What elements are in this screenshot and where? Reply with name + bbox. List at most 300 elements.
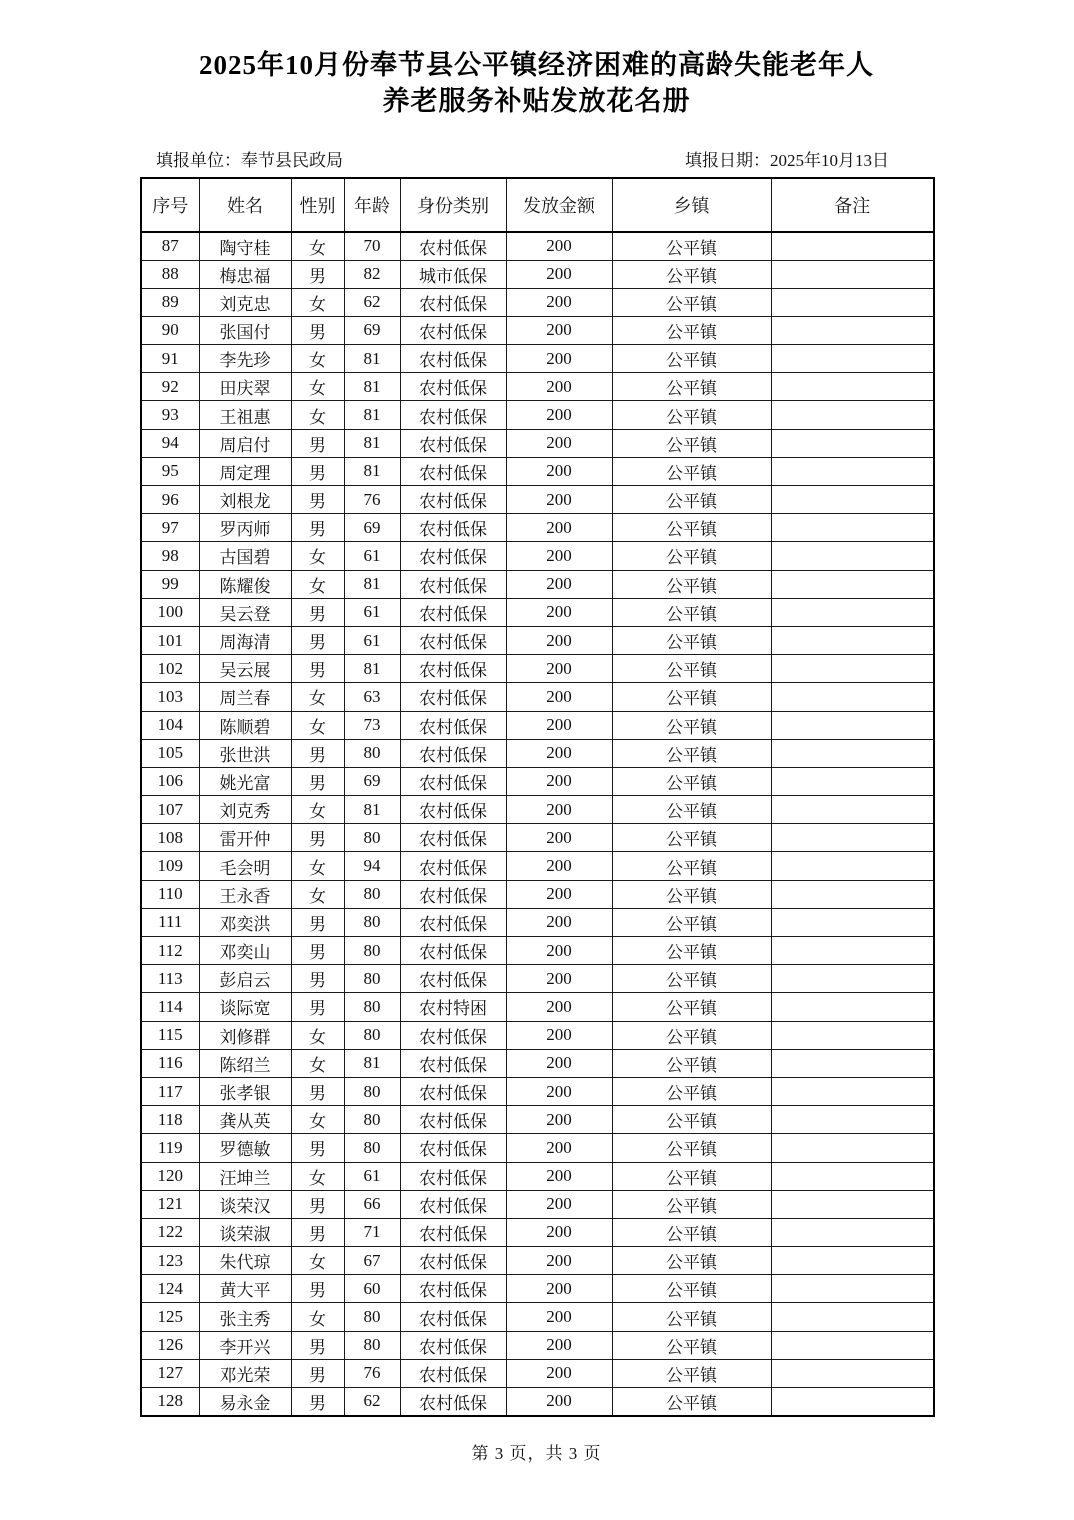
table-cell: 农村低保 bbox=[400, 373, 506, 401]
table-row bbox=[141, 626, 934, 654]
table-cell: 102 bbox=[141, 655, 199, 683]
table-cell: 农村低保 bbox=[400, 1106, 506, 1134]
table-cell: 200 bbox=[506, 739, 612, 767]
table-cell bbox=[771, 486, 934, 514]
table-cell: 81 bbox=[344, 345, 400, 373]
table-cell bbox=[771, 767, 934, 795]
table-cell: 200 bbox=[506, 1106, 612, 1134]
table-row bbox=[141, 1049, 934, 1077]
table-cell: 80 bbox=[344, 1134, 400, 1162]
table-cell bbox=[771, 1021, 934, 1049]
table-cell: 200 bbox=[506, 429, 612, 457]
column-header: 性别 bbox=[291, 178, 344, 232]
table-cell: 128 bbox=[141, 1388, 199, 1416]
table-row bbox=[141, 1077, 934, 1105]
table-cell: 男 bbox=[291, 514, 344, 542]
table-cell: 100 bbox=[141, 598, 199, 626]
column-header: 乡镇 bbox=[612, 178, 771, 232]
table-cell: 公平镇 bbox=[612, 542, 771, 570]
table-cell: 104 bbox=[141, 711, 199, 739]
page-title-line2: 养老服务补贴发放花名册 bbox=[382, 85, 691, 116]
table-cell: 66 bbox=[344, 1190, 400, 1218]
table-row bbox=[141, 1275, 934, 1303]
table-cell: 周兰春 bbox=[199, 683, 291, 711]
table-cell: 67 bbox=[344, 1247, 400, 1275]
table-cell: 女 bbox=[291, 1021, 344, 1049]
table-cell: 99 bbox=[141, 570, 199, 598]
table-cell: 69 bbox=[344, 767, 400, 795]
table-cell: 88 bbox=[141, 260, 199, 288]
table-cell: 200 bbox=[506, 373, 612, 401]
table-cell: 女 bbox=[291, 542, 344, 570]
table-cell: 80 bbox=[344, 739, 400, 767]
table-cell: 男 bbox=[291, 1134, 344, 1162]
table-cell: 80 bbox=[344, 880, 400, 908]
table-cell: 农村低保 bbox=[400, 767, 506, 795]
table-cell: 200 bbox=[506, 852, 612, 880]
table-cell: 农村低保 bbox=[400, 965, 506, 993]
table-cell: 82 bbox=[344, 260, 400, 288]
table-cell bbox=[771, 429, 934, 457]
table-row bbox=[141, 908, 934, 936]
table-cell: 姚光富 bbox=[199, 767, 291, 795]
table-cell: 公平镇 bbox=[612, 1077, 771, 1105]
table-cell: 69 bbox=[344, 514, 400, 542]
table-cell: 81 bbox=[344, 429, 400, 457]
table-cell: 公平镇 bbox=[612, 796, 771, 824]
table-cell: 94 bbox=[344, 852, 400, 880]
table-cell: 60 bbox=[344, 1275, 400, 1303]
table-cell: 男 bbox=[291, 908, 344, 936]
table-cell: 公平镇 bbox=[612, 767, 771, 795]
table-row bbox=[141, 429, 934, 457]
table-cell bbox=[771, 880, 934, 908]
table-cell bbox=[771, 796, 934, 824]
table-row bbox=[141, 514, 934, 542]
table-cell: 公平镇 bbox=[612, 288, 771, 316]
table-cell bbox=[771, 288, 934, 316]
table-cell bbox=[771, 1049, 934, 1077]
table-cell: 彭启云 bbox=[199, 965, 291, 993]
table-cell: 200 bbox=[506, 908, 612, 936]
table-cell: 125 bbox=[141, 1303, 199, 1331]
table-cell bbox=[771, 711, 934, 739]
table-cell: 男 bbox=[291, 824, 344, 852]
table-cell: 男 bbox=[291, 316, 344, 344]
table-cell: 公平镇 bbox=[612, 429, 771, 457]
table-cell: 谈荣汉 bbox=[199, 1190, 291, 1218]
table-cell: 公平镇 bbox=[612, 373, 771, 401]
table-cell: 200 bbox=[506, 824, 612, 852]
table-cell: 110 bbox=[141, 880, 199, 908]
table-cell: 200 bbox=[506, 1049, 612, 1077]
reporting-date-label: 填报日期：2025年10月13日 bbox=[685, 150, 889, 170]
table-cell: 农村低保 bbox=[400, 401, 506, 429]
table-cell bbox=[771, 965, 934, 993]
table-cell: 80 bbox=[344, 824, 400, 852]
table-row bbox=[141, 373, 934, 401]
table-cell: 农村低保 bbox=[400, 1021, 506, 1049]
table-row bbox=[141, 655, 934, 683]
table-cell: 公平镇 bbox=[612, 711, 771, 739]
table-cell: 邓光荣 bbox=[199, 1359, 291, 1387]
table-cell: 农村特困 bbox=[400, 993, 506, 1021]
table-row bbox=[141, 401, 934, 429]
table-cell: 女 bbox=[291, 232, 344, 260]
table-cell: 90 bbox=[141, 316, 199, 344]
table-cell: 农村低保 bbox=[400, 288, 506, 316]
table-cell: 127 bbox=[141, 1359, 199, 1387]
table-cell: 123 bbox=[141, 1247, 199, 1275]
table-cell: 公平镇 bbox=[612, 570, 771, 598]
table-cell bbox=[771, 373, 934, 401]
table-cell: 80 bbox=[344, 1303, 400, 1331]
table-cell bbox=[771, 1303, 934, 1331]
table-cell: 农村低保 bbox=[400, 880, 506, 908]
table-cell: 公平镇 bbox=[612, 1134, 771, 1162]
table-cell: 农村低保 bbox=[400, 542, 506, 570]
table-row bbox=[141, 1134, 934, 1162]
table-cell: 80 bbox=[344, 908, 400, 936]
column-header: 备注 bbox=[771, 178, 934, 232]
table-cell: 200 bbox=[506, 1218, 612, 1246]
table-cell: 农村低保 bbox=[400, 683, 506, 711]
table-cell: 200 bbox=[506, 316, 612, 344]
table-cell: 吴云展 bbox=[199, 655, 291, 683]
table-cell: 王永香 bbox=[199, 880, 291, 908]
table-cell: 农村低保 bbox=[400, 486, 506, 514]
table-row bbox=[141, 937, 934, 965]
table-cell: 男 bbox=[291, 655, 344, 683]
table-cell: 81 bbox=[344, 401, 400, 429]
table-cell: 公平镇 bbox=[612, 1190, 771, 1218]
table-cell: 200 bbox=[506, 486, 612, 514]
table-cell: 男 bbox=[291, 993, 344, 1021]
table-cell: 200 bbox=[506, 1162, 612, 1190]
table-cell bbox=[771, 852, 934, 880]
table-cell: 龚从英 bbox=[199, 1106, 291, 1134]
table-cell: 男 bbox=[291, 429, 344, 457]
table-cell: 女 bbox=[291, 852, 344, 880]
table-row bbox=[141, 486, 934, 514]
table-cell: 70 bbox=[344, 232, 400, 260]
table-cell: 200 bbox=[506, 1190, 612, 1218]
table-cell: 119 bbox=[141, 1134, 199, 1162]
table-cell: 陈顺碧 bbox=[199, 711, 291, 739]
table-cell: 124 bbox=[141, 1275, 199, 1303]
table-cell bbox=[771, 570, 934, 598]
table-cell: 农村低保 bbox=[400, 1218, 506, 1246]
table-cell: 89 bbox=[141, 288, 199, 316]
table-cell: 农村低保 bbox=[400, 655, 506, 683]
table-cell: 男 bbox=[291, 486, 344, 514]
table-cell: 200 bbox=[506, 288, 612, 316]
table-cell: 农村低保 bbox=[400, 345, 506, 373]
table-cell: 农村低保 bbox=[400, 570, 506, 598]
table-cell: 200 bbox=[506, 993, 612, 1021]
table-cell: 76 bbox=[344, 1359, 400, 1387]
table-cell: 公平镇 bbox=[612, 401, 771, 429]
table-cell: 公平镇 bbox=[612, 1021, 771, 1049]
table-cell: 男 bbox=[291, 626, 344, 654]
table-cell: 80 bbox=[344, 993, 400, 1021]
roster-table bbox=[140, 177, 935, 1417]
table-cell: 农村低保 bbox=[400, 1331, 506, 1359]
table-header-row bbox=[141, 178, 934, 232]
table-cell: 公平镇 bbox=[612, 514, 771, 542]
table-cell bbox=[771, 739, 934, 767]
table-cell: 200 bbox=[506, 655, 612, 683]
table-cell: 男 bbox=[291, 1190, 344, 1218]
table-cell: 男 bbox=[291, 937, 344, 965]
table-cell bbox=[771, 598, 934, 626]
table-cell: 刘克秀 bbox=[199, 796, 291, 824]
table-cell: 63 bbox=[344, 683, 400, 711]
table-row bbox=[141, 993, 934, 1021]
table-cell: 114 bbox=[141, 993, 199, 1021]
table-cell: 雷开仲 bbox=[199, 824, 291, 852]
table-cell: 200 bbox=[506, 542, 612, 570]
table-cell: 男 bbox=[291, 1359, 344, 1387]
table-cell: 男 bbox=[291, 1218, 344, 1246]
table-cell: 女 bbox=[291, 1162, 344, 1190]
table-cell: 男 bbox=[291, 260, 344, 288]
table-cell: 农村低保 bbox=[400, 937, 506, 965]
table-cell: 81 bbox=[344, 1049, 400, 1077]
table-cell: 105 bbox=[141, 739, 199, 767]
table-cell: 公平镇 bbox=[612, 316, 771, 344]
table-cell: 农村低保 bbox=[400, 457, 506, 485]
table-cell: 谈际宽 bbox=[199, 993, 291, 1021]
table-cell: 112 bbox=[141, 937, 199, 965]
table-cell: 81 bbox=[344, 457, 400, 485]
table-row bbox=[141, 542, 934, 570]
table-cell bbox=[771, 1359, 934, 1387]
table-cell: 111 bbox=[141, 908, 199, 936]
table-cell: 周定理 bbox=[199, 457, 291, 485]
table-row bbox=[141, 598, 934, 626]
table-cell bbox=[771, 1388, 934, 1416]
table-cell: 101 bbox=[141, 626, 199, 654]
column-header: 姓名 bbox=[199, 178, 291, 232]
table-cell: 92 bbox=[141, 373, 199, 401]
table-cell: 农村低保 bbox=[400, 1359, 506, 1387]
table-cell: 罗德敏 bbox=[199, 1134, 291, 1162]
table-cell bbox=[771, 1190, 934, 1218]
table-cell: 公平镇 bbox=[612, 683, 771, 711]
table-row bbox=[141, 852, 934, 880]
table-cell: 200 bbox=[506, 880, 612, 908]
table-row bbox=[141, 345, 934, 373]
table-cell bbox=[771, 260, 934, 288]
table-cell: 女 bbox=[291, 288, 344, 316]
table-cell: 81 bbox=[344, 570, 400, 598]
table-cell: 农村低保 bbox=[400, 1077, 506, 1105]
table-cell: 农村低保 bbox=[400, 1303, 506, 1331]
table-cell: 刘克忠 bbox=[199, 288, 291, 316]
table-cell bbox=[771, 232, 934, 260]
table-cell: 80 bbox=[344, 937, 400, 965]
table-cell: 男 bbox=[291, 965, 344, 993]
table-cell: 公平镇 bbox=[612, 345, 771, 373]
table-cell bbox=[771, 908, 934, 936]
table-cell: 李开兴 bbox=[199, 1331, 291, 1359]
table-cell: 公平镇 bbox=[612, 260, 771, 288]
table-cell: 男 bbox=[291, 1331, 344, 1359]
table-cell: 王祖惠 bbox=[199, 401, 291, 429]
table-cell: 男 bbox=[291, 457, 344, 485]
table-cell: 张主秀 bbox=[199, 1303, 291, 1331]
table-cell: 吴云登 bbox=[199, 598, 291, 626]
table-cell: 公平镇 bbox=[612, 232, 771, 260]
table-cell bbox=[771, 1106, 934, 1134]
table-row bbox=[141, 316, 934, 344]
table-cell: 农村低保 bbox=[400, 824, 506, 852]
table-cell bbox=[771, 514, 934, 542]
table-row bbox=[141, 683, 934, 711]
table-cell: 200 bbox=[506, 232, 612, 260]
table-cell bbox=[771, 1247, 934, 1275]
document-content bbox=[140, 0, 933, 1464]
table-cell: 农村低保 bbox=[400, 908, 506, 936]
table-cell: 农村低保 bbox=[400, 796, 506, 824]
table-cell: 农村低保 bbox=[400, 1275, 506, 1303]
table-row bbox=[141, 288, 934, 316]
table-cell: 120 bbox=[141, 1162, 199, 1190]
table-row bbox=[141, 260, 934, 288]
table-row bbox=[141, 824, 934, 852]
table-cell: 公平镇 bbox=[612, 1331, 771, 1359]
table-cell bbox=[771, 993, 934, 1021]
table-row bbox=[141, 457, 934, 485]
table-cell: 陈绍兰 bbox=[199, 1049, 291, 1077]
table-row bbox=[141, 1331, 934, 1359]
table-cell: 农村低保 bbox=[400, 1162, 506, 1190]
table-row bbox=[141, 1359, 934, 1387]
table-cell: 公平镇 bbox=[612, 1275, 771, 1303]
table-cell bbox=[771, 626, 934, 654]
table-cell bbox=[771, 937, 934, 965]
table-cell: 公平镇 bbox=[612, 626, 771, 654]
table-cell bbox=[771, 542, 934, 570]
table-cell: 张孝银 bbox=[199, 1077, 291, 1105]
column-header: 发放金额 bbox=[506, 178, 612, 232]
table-row bbox=[141, 1388, 934, 1416]
table-cell: 80 bbox=[344, 1021, 400, 1049]
table-cell bbox=[771, 316, 934, 344]
table-cell: 公平镇 bbox=[612, 1247, 771, 1275]
table-cell: 公平镇 bbox=[612, 1359, 771, 1387]
table-cell: 200 bbox=[506, 767, 612, 795]
page-title-line1: 2025年10月份奉节县公平镇经济困难的高龄失能老年人 bbox=[199, 50, 874, 80]
table-row bbox=[141, 1190, 934, 1218]
table-cell: 农村低保 bbox=[400, 429, 506, 457]
table-cell bbox=[771, 1162, 934, 1190]
table-cell: 女 bbox=[291, 711, 344, 739]
table-cell: 69 bbox=[344, 316, 400, 344]
table-cell: 87 bbox=[141, 232, 199, 260]
table-cell: 女 bbox=[291, 796, 344, 824]
table-cell: 122 bbox=[141, 1218, 199, 1246]
table-cell: 女 bbox=[291, 345, 344, 373]
table-cell: 农村低保 bbox=[400, 1388, 506, 1416]
table-row bbox=[141, 1247, 934, 1275]
table-cell: 200 bbox=[506, 1331, 612, 1359]
table-cell: 126 bbox=[141, 1331, 199, 1359]
table-cell: 张世洪 bbox=[199, 739, 291, 767]
table-cell: 200 bbox=[506, 345, 612, 373]
table-cell: 200 bbox=[506, 1247, 612, 1275]
table-cell: 田庆翠 bbox=[199, 373, 291, 401]
table-cell: 98 bbox=[141, 542, 199, 570]
column-header: 序号 bbox=[141, 178, 199, 232]
table-cell: 200 bbox=[506, 1021, 612, 1049]
table-cell: 农村低保 bbox=[400, 1190, 506, 1218]
table-cell: 城市低保 bbox=[400, 260, 506, 288]
table-cell: 农村低保 bbox=[400, 852, 506, 880]
table-cell: 121 bbox=[141, 1190, 199, 1218]
table-row bbox=[141, 1218, 934, 1246]
table-cell: 罗丙师 bbox=[199, 514, 291, 542]
table-cell: 118 bbox=[141, 1106, 199, 1134]
table-cell: 61 bbox=[344, 598, 400, 626]
table-cell bbox=[771, 1331, 934, 1359]
table-cell: 71 bbox=[344, 1218, 400, 1246]
table-cell: 81 bbox=[344, 796, 400, 824]
table-row bbox=[141, 767, 934, 795]
table-cell: 刘修群 bbox=[199, 1021, 291, 1049]
table-cell: 男 bbox=[291, 739, 344, 767]
table-cell: 公平镇 bbox=[612, 1388, 771, 1416]
table-cell: 200 bbox=[506, 514, 612, 542]
table-cell: 周启付 bbox=[199, 429, 291, 457]
table-cell: 200 bbox=[506, 457, 612, 485]
table-cell: 61 bbox=[344, 626, 400, 654]
table-cell: 男 bbox=[291, 1077, 344, 1105]
table-cell: 周海清 bbox=[199, 626, 291, 654]
table-cell: 200 bbox=[506, 1359, 612, 1387]
table-cell: 116 bbox=[141, 1049, 199, 1077]
table-row bbox=[141, 965, 934, 993]
table-cell: 80 bbox=[344, 1331, 400, 1359]
table-cell: 95 bbox=[141, 457, 199, 485]
table-cell: 公平镇 bbox=[612, 965, 771, 993]
table-cell: 81 bbox=[344, 373, 400, 401]
table-cell: 200 bbox=[506, 1303, 612, 1331]
table-cell: 黄大平 bbox=[199, 1275, 291, 1303]
table-cell: 李先珍 bbox=[199, 345, 291, 373]
table-cell bbox=[771, 457, 934, 485]
table-cell: 女 bbox=[291, 1303, 344, 1331]
table-cell: 200 bbox=[506, 1134, 612, 1162]
table-cell: 80 bbox=[344, 1106, 400, 1134]
meta-row bbox=[140, 146, 933, 171]
table-cell: 易永金 bbox=[199, 1388, 291, 1416]
table-cell: 公平镇 bbox=[612, 993, 771, 1021]
table-cell: 200 bbox=[506, 711, 612, 739]
table-cell bbox=[771, 1275, 934, 1303]
table-cell: 公平镇 bbox=[612, 739, 771, 767]
table-cell bbox=[771, 345, 934, 373]
table-cell: 汪坤兰 bbox=[199, 1162, 291, 1190]
table-cell: 200 bbox=[506, 1077, 612, 1105]
table-cell: 106 bbox=[141, 767, 199, 795]
table-cell: 农村低保 bbox=[400, 739, 506, 767]
table-cell: 公平镇 bbox=[612, 457, 771, 485]
table-cell: 109 bbox=[141, 852, 199, 880]
page-title bbox=[140, 48, 933, 120]
table-cell: 62 bbox=[344, 1388, 400, 1416]
